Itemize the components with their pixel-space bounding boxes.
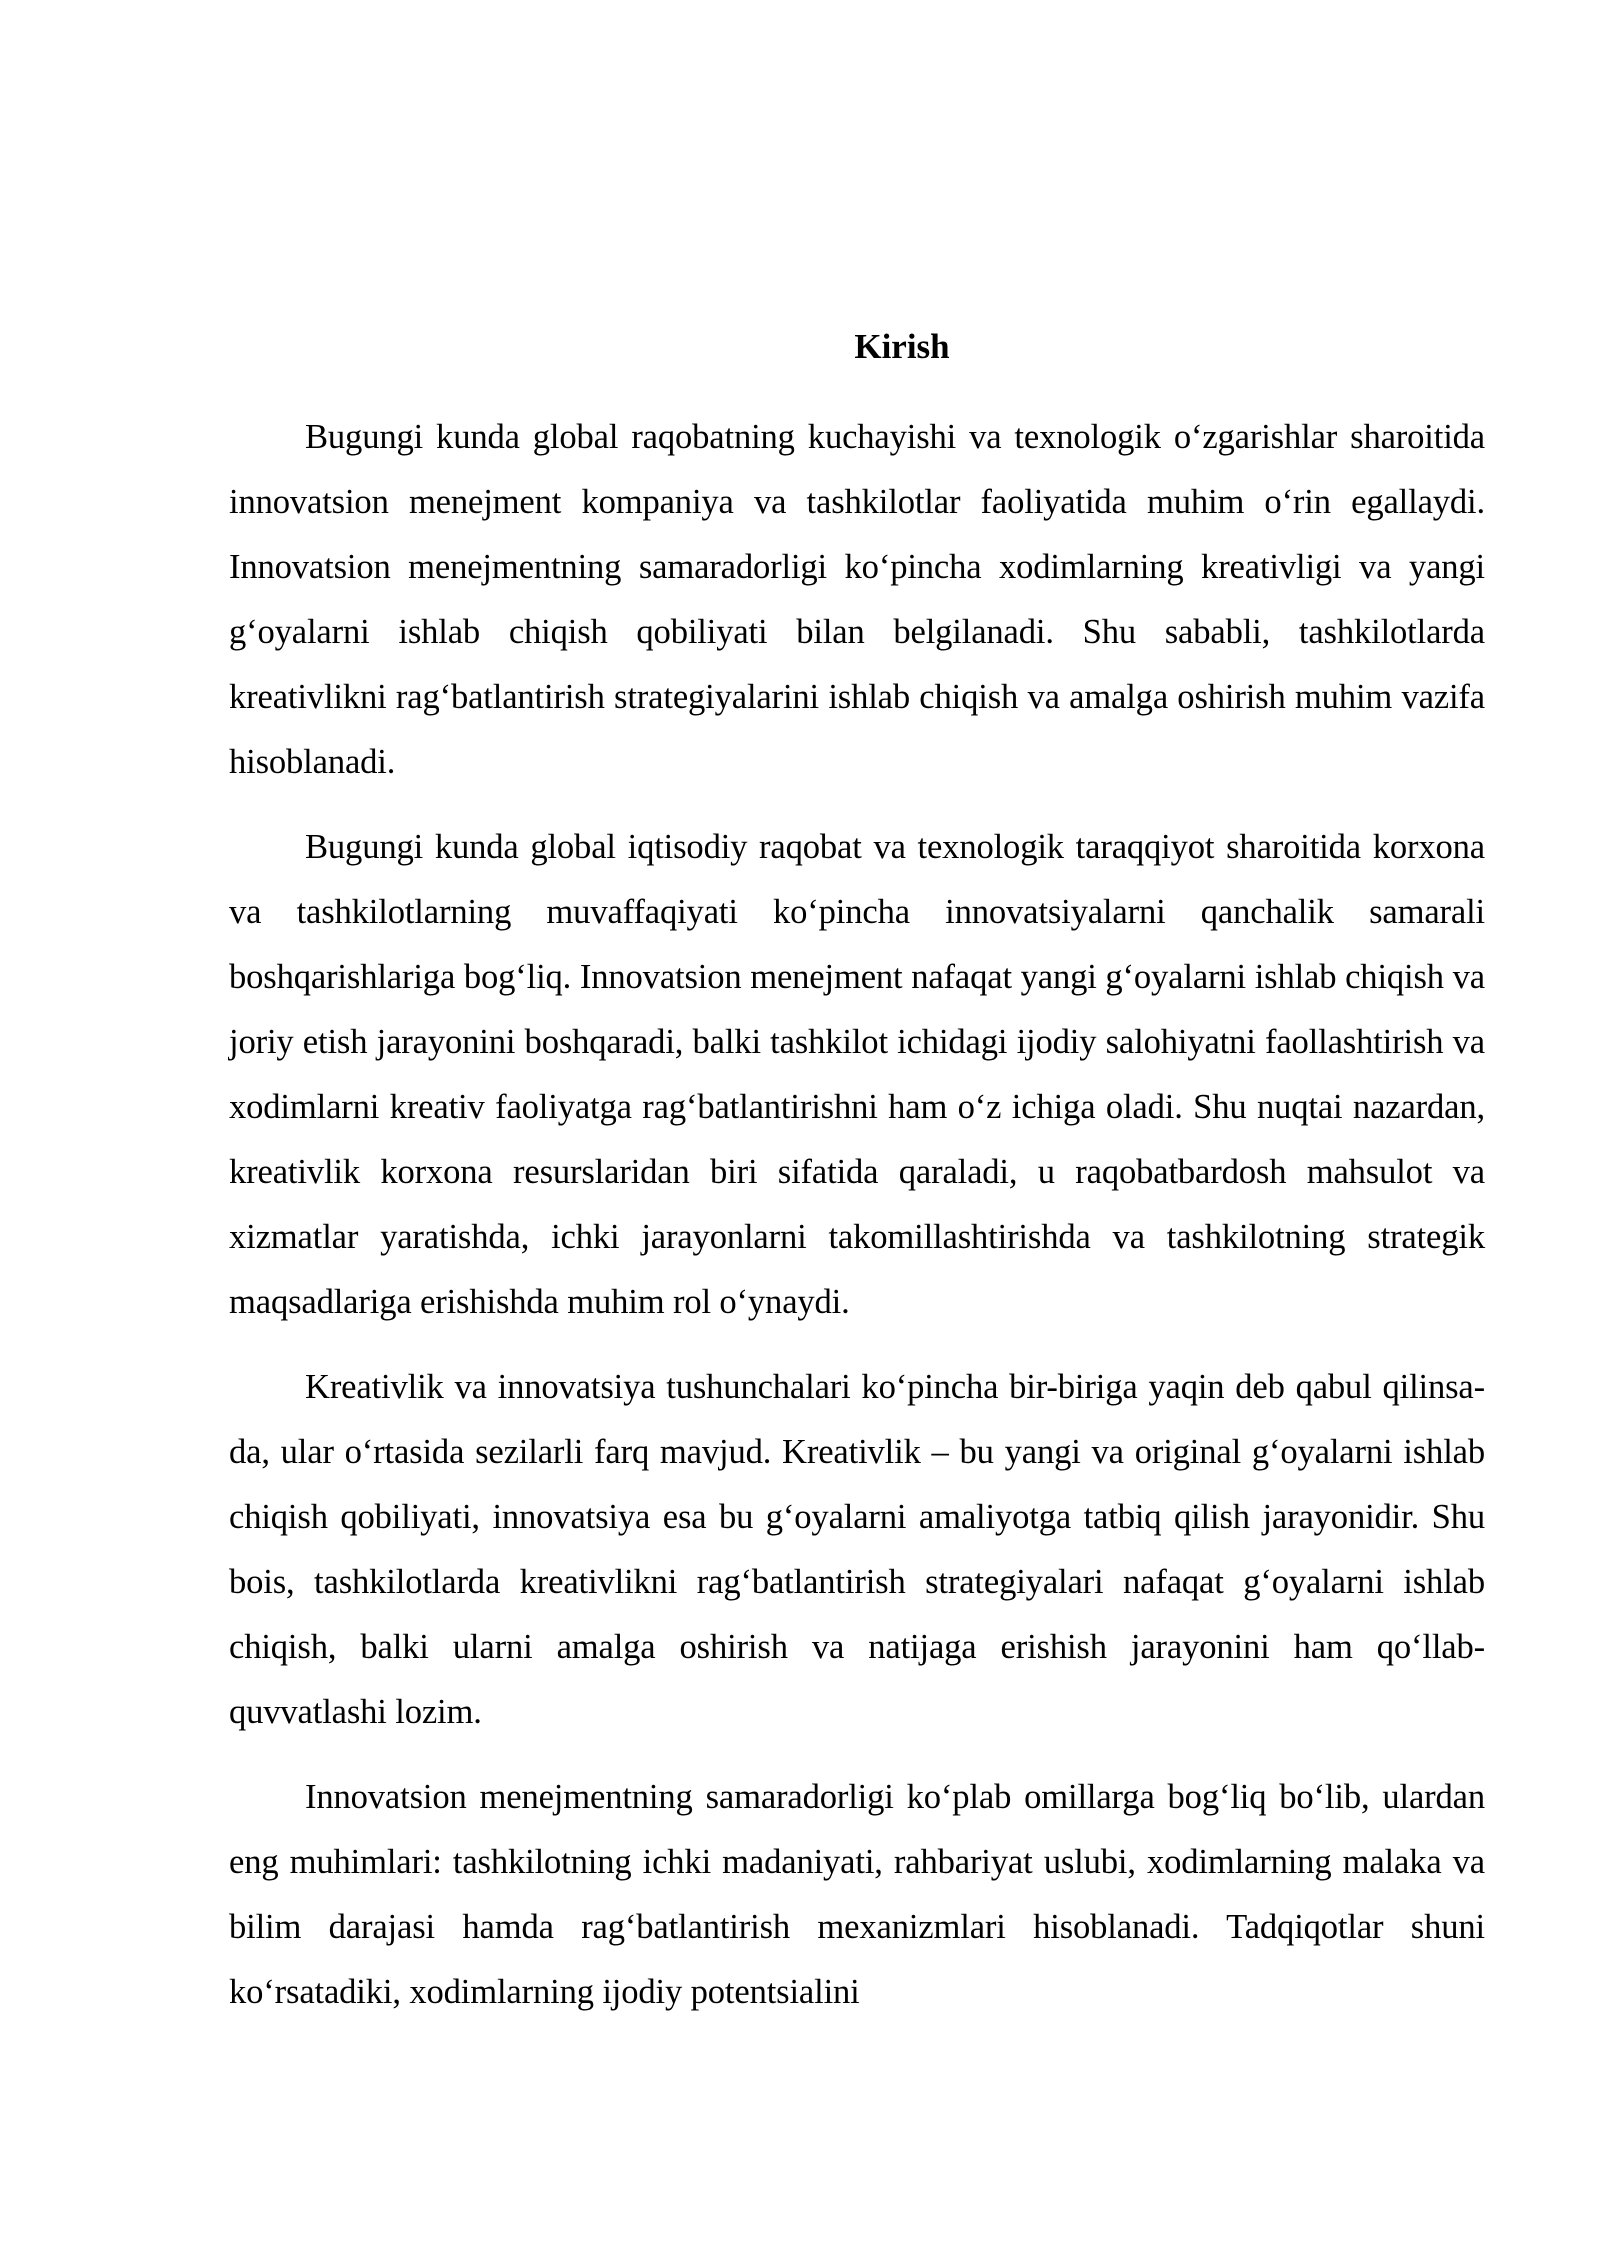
paragraph-1: Bugungi kunda global raqobatning kuchayishi va texnologik o‘zgarishlar sharoitida innovatsion menejment kompaniya va tashkilotlar faoliyatida muhim o‘rin egallaydi. Innovatsion menejmentning samaradorligi ko‘pincha xodimlarning kreativligi va yangi g‘oyalarni ishlab chiqish qobiliyati bilan belgilanadi. Shu sababli, tashkilotlarda kreativlikni rag‘batlantirish strategiyalarini ishlab chiqish va amalga oshirish muhim vazifa hisoblanadi. (229, 418, 1485, 781)
paragraph-3: Kreativlik va innovatsiya tushunchalari ko‘pincha bir-biriga yaqin deb qabul qilinsa-da, ular o‘rtasida sezilarli farq mavjud. Kreativlik – bu yangi va original g‘oyalarni ishlab chiqish qobiliyati, innovatsiya esa bu g‘oyalarni amaliyotga tatbiq qilish jarayonidir. Shu bois, tashkilotlarda kreativlikni rag‘batlantirish strategiyalari nafaqat g‘oyalarni ishlab chiqish, balki ularni amalga oshirish va natijaga erishish jarayonini ham qo‘llab-quvvatlashi lozim. (229, 1368, 1485, 1731)
paragraph-4: Innovatsion menejmentning samaradorligi ko‘plab omillarga bog‘liq bo‘lib, ulardan eng muhimlari: tashkilotning ichki madaniyati, rahbariyat uslubi, xodimlarning malaka va bilim darajasi hamda rag‘batlantirish mexanizmlari hisoblanadi. Tadqiqotlar shuni ko‘rsatadiki, xodimlarning ijodiy potentsialini (229, 1778, 1485, 2011)
document-body (229, 322, 1485, 2025)
paragraph-2: Bugungi kunda global iqtisodiy raqobat va texnologik taraqqiyot sharoitida korxona va tashkilotlarning muvaffaqiyati ko‘pincha innovatsiyalarni qanchalik samarali boshqarishlariga bog‘liq. Innovatsion menejment nafaqat yangi g‘oyalarni ishlab chiqish va joriy etish jarayonini boshqaradi, balki tashkilot ichidagi ijodiy salohiyatni faollashtirish va xodimlarni kreativ faoliyatga rag‘batlantirishni ham o‘z ichiga oladi. Shu nuqtai nazardan, kreativlik korxona resurslaridan biri sifatida qaraladi, u raqobatbardosh mahsulot va xizmatlar yaratishda, ichki jarayonlarni takomillashtirishda va tashkilotning strategik maqsadlariga erishishda muhim rol o‘ynaydi. (229, 828, 1485, 1321)
section-title: Kirish (854, 327, 950, 366)
